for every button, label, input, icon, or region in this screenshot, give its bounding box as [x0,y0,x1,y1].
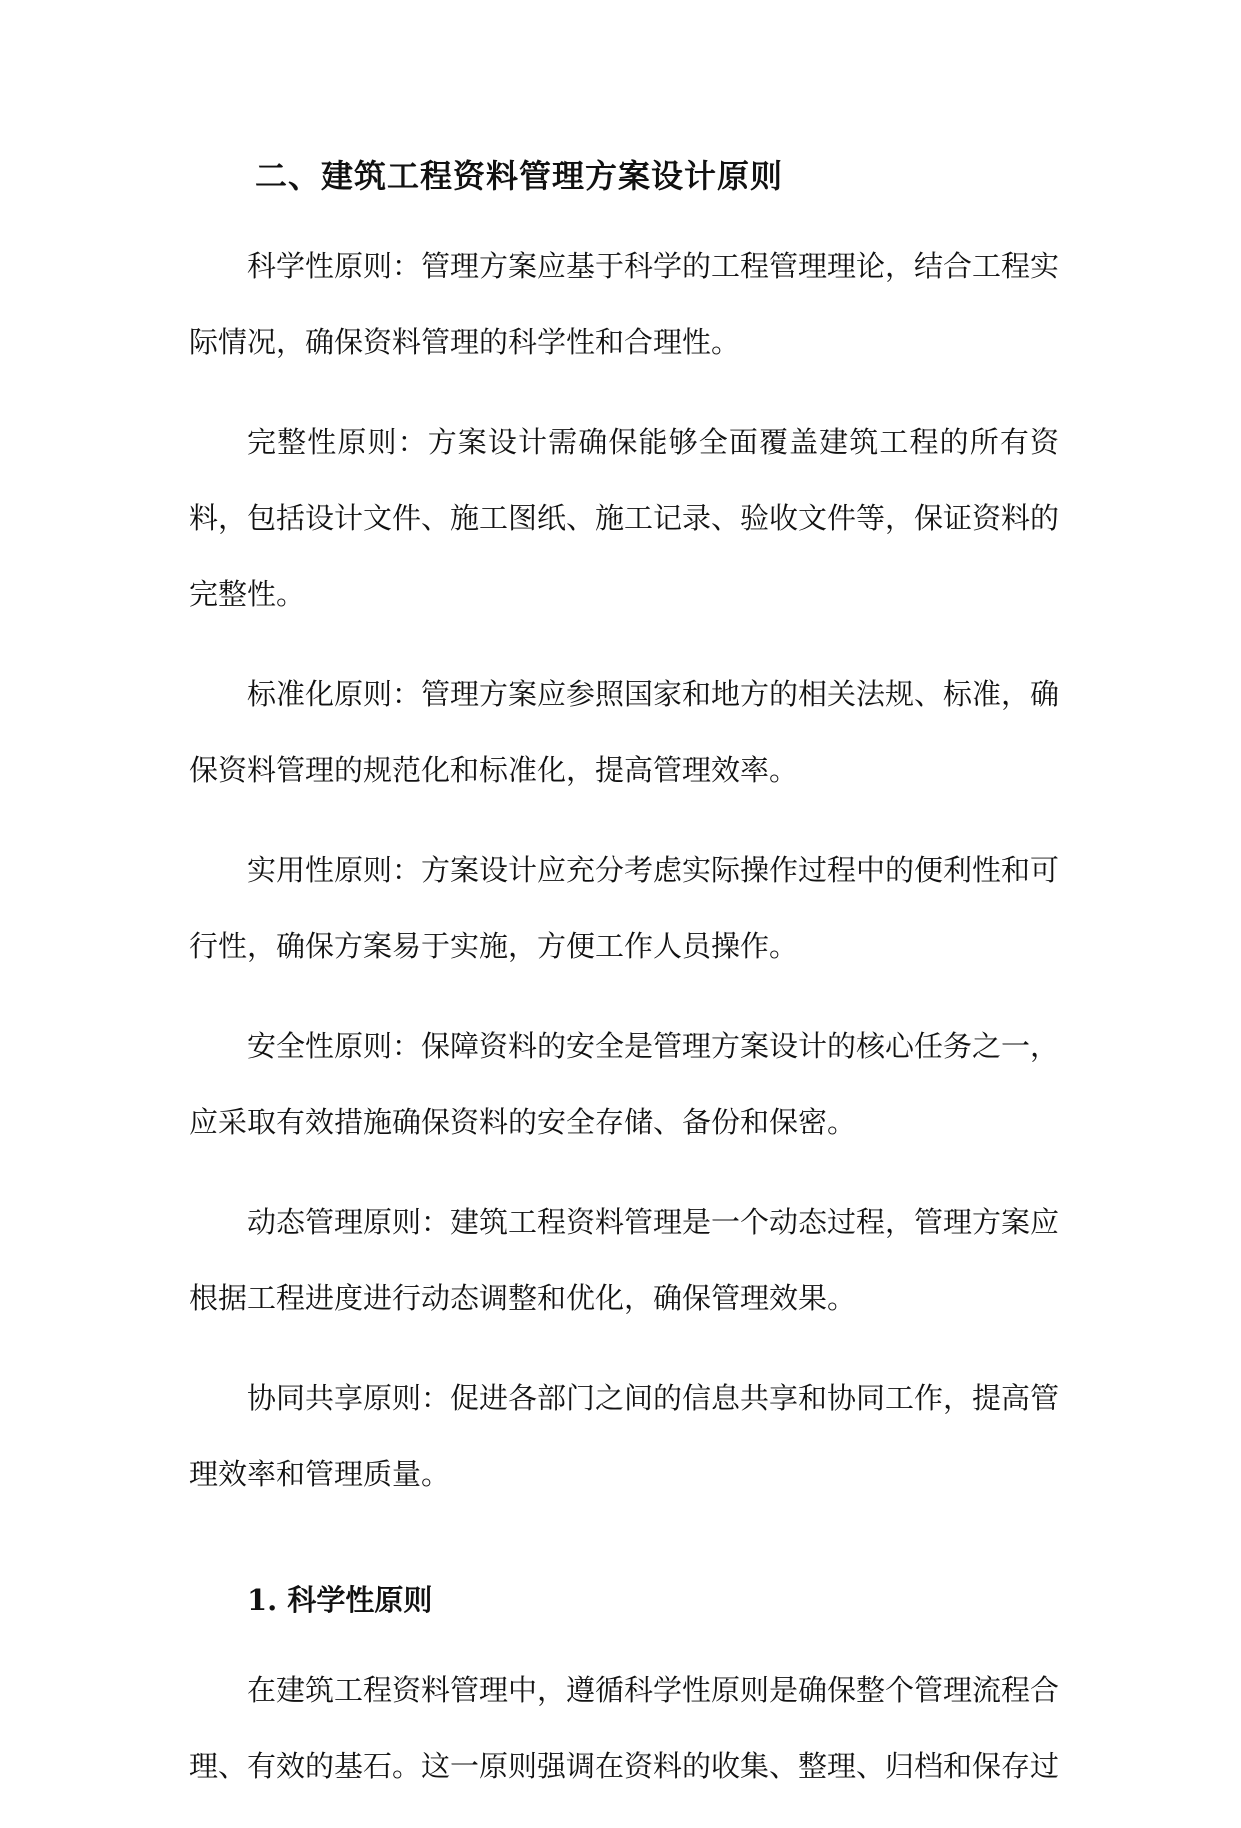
paragraph-scientific-detail: 在建筑工程资料管理中，遵循科学性原则是确保整个管理流程合理、有效的基石。这一原则强调在资料的收集、整理、归档和保存过 [189,1673,1060,1783]
paragraph-scientific: 科学性原则：管理方案应基于科学的工程管理理论，结合工程实际情况，确保资料管理的科学性和合理性。 [189,249,1060,359]
paragraph-security: 安全性原则：保障资料的安全是管理方案设计的核心任务之一，应采取有效措施确保资料的安全存储、备份和保密。 [189,1029,1060,1139]
section-title: 二、建筑工程资料管理方案设计原则 [255,157,784,195]
paragraph-practicality: 实用性原则：方案设计应充分考虑实际操作过程中的便利性和可行性，确保方案易于实施，方便工作人员操作。 [189,853,1060,963]
paragraph-dynamic-management: 动态管理原则：建筑工程资料管理是一个动态过程，管理方案应根据工程进度进行动态调整和优化，确保管理效果。 [189,1205,1060,1315]
paragraph-collaborative-sharing: 协同共享原则：促进各部门之间的信息共享和协同工作，提高管理效率和管理质量。 [189,1381,1060,1491]
paragraph-completeness: 完整性原则：方案设计需确保能够全面覆盖建筑工程的所有资料，包括设计文件、施工图纸、施工记录、验收文件等，保证资料的完整性。 [189,425,1060,611]
subheading-scientific-principle: 1. 科学性原则 [247,1583,433,1617]
paragraph-standardization: 标准化原则：管理方案应参照国家和地方的相关法规、标准，确保资料管理的规范化和标准化，提高管理效率。 [189,677,1060,787]
page-content [189,150,1059,1828]
